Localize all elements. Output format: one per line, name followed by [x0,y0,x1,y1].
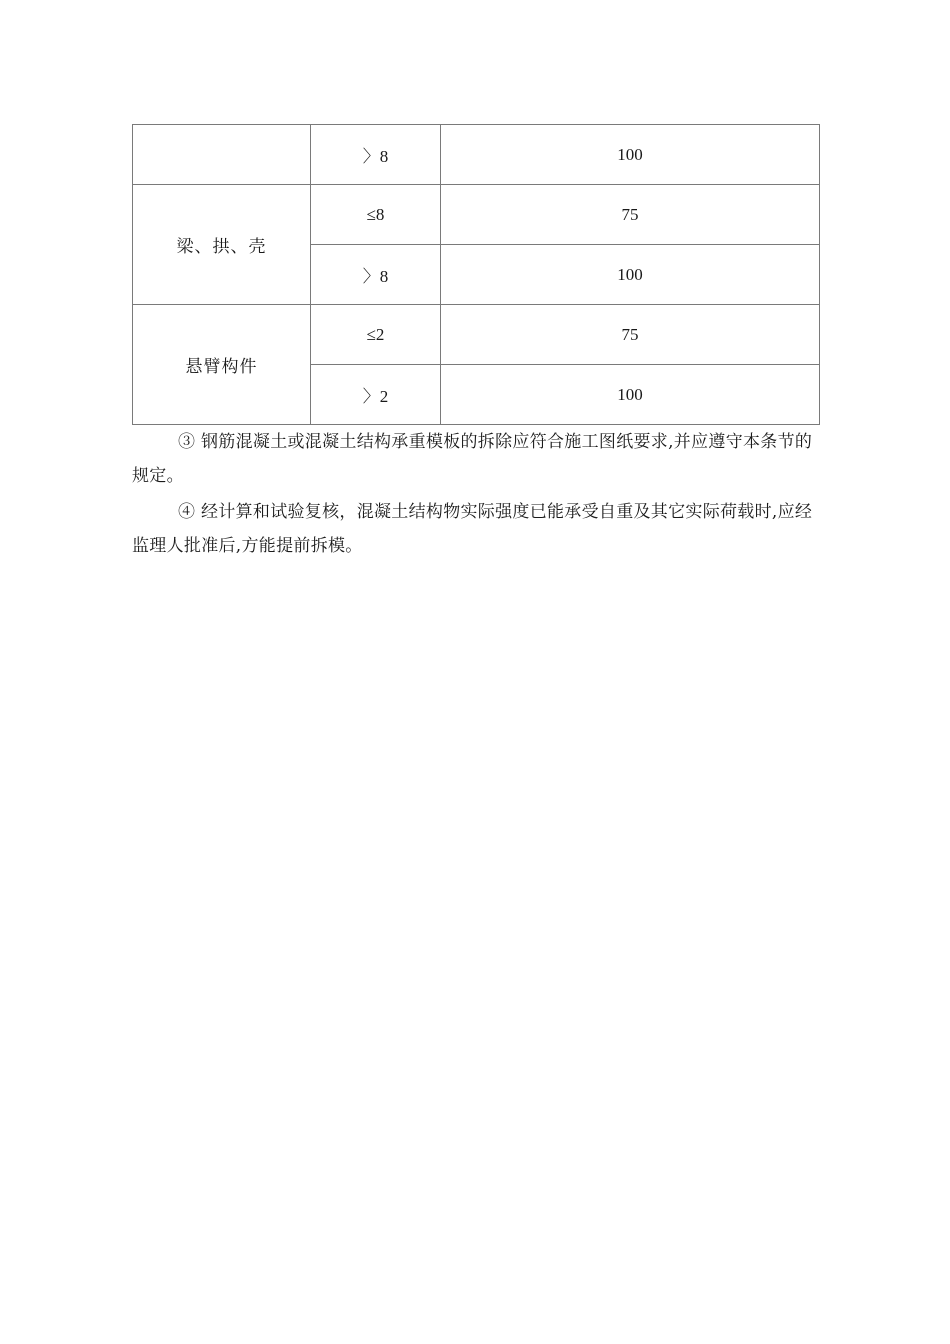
formwork-removal-table [132,124,820,425]
member-type-cell [133,125,311,185]
table-row [133,305,820,365]
span-cell: ≤8 [311,185,441,245]
member-type-cell: 悬臂构件 [133,305,311,425]
member-type-cell: 梁、拱、壳 [133,185,311,305]
paragraph-item-3: ③ 钢筋混凝土或混凝土结构承重模板的拆除应符合施工图纸要求,并应遵守本条节的规定。 [132,432,813,486]
percent-cell: 100 [441,245,820,305]
percent-cell: 100 [441,125,820,185]
percent-cell: 100 [441,365,820,425]
span-cell: ≤2 [311,305,441,365]
span-cell: 〉2 [311,365,441,425]
percent-cell: 75 [441,185,820,245]
table-row [133,125,820,185]
paragraph-item-4: ④ 经计算和试验复核，混凝土结构物实际强度已能承受自重及其它实际荷载时,应经监理人批准后,方能提前拆模。 [132,502,813,556]
span-cell: 〉8 [311,125,441,185]
percent-cell: 75 [441,305,820,365]
table-row [133,185,820,245]
span-cell: 〉8 [311,245,441,305]
